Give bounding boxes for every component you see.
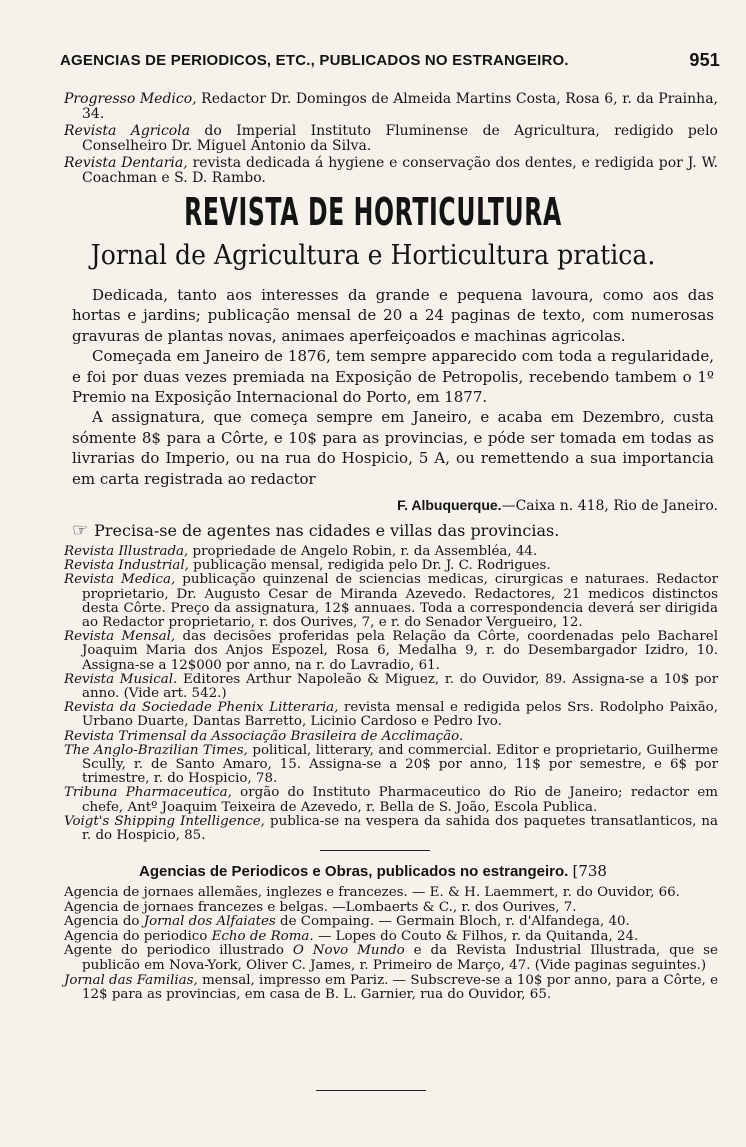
entry-text: Redactor Dr. Domingos de Almeida Martins Costa, Rosa 6, r. da Prainha, 34. (82, 91, 718, 122)
end-divider (316, 1090, 426, 1091)
advert-subtitle: Jornal de Agricultura e Horticultura pratica. (90, 240, 656, 271)
list-item (64, 573, 718, 630)
running-head-title: AGENCIAS DE PERIODICOS, ETC., PUBLICADOS NO ESTRANGEIRO. (60, 52, 569, 69)
running-head (60, 52, 720, 69)
list-item (64, 559, 718, 573)
list-item (64, 744, 718, 787)
list-item-title: Revista Trimensal da Associação Brasileira de Acclimação. (64, 728, 464, 744)
entry-title: Progresso Medico, (64, 91, 197, 107)
top-entries (64, 92, 718, 186)
signature-address: —Caixa n. 418, Rio de Janeiro. (501, 498, 718, 514)
list-item-text: das decisões proferidas pela Relação da Côrte, coordenadas pelo Bacharel Joaquim Maria dos Anjos Espozel, Rosa 6, Medalha 9, r. do Desembargador Izidro, 10. Assigna-se a 12$000 por anno, na r. do Lavradio, 61. (82, 629, 718, 673)
list-item-title: Voigt's Shipping Intelligence, (64, 813, 265, 829)
advert-title: REVISTA DE HORTICULTURA (184, 190, 562, 234)
list-item-title: Revista da Sociedade Phenix Litteraria, (64, 700, 339, 716)
list-item-title: Revista Musical. (64, 671, 178, 687)
pointing-hand-icon: ☞ (72, 520, 89, 541)
entry-text: do Imperial Instituto Fluminense de Agricultura, redigido pelo Conselheiro Dr. Miguel Antonio da Silva. (82, 123, 718, 154)
advert-paragraph: Começada em Janeiro de 1876, tem sempre apparecido com toda a regularidade, e foi por duas vezes premiada na Exposição de Petropolis, recebendo tambem o 1º Premio na Exposição Internacional do Porto, em 1877. (72, 347, 714, 407)
section-heading (0, 862, 746, 880)
advert-notice (72, 520, 718, 541)
advert-paragraph: A assignatura, que começa sempre em Janeiro, e acaba em Dezembro, custa sómente 8$ para a Côrte, e 10$ para as provincias, e póde ser tomada em todas as livrarias do Imperio, ou na rua do Hospicio, 5 A, ou remettendo a sua importancia em carta registrada ao redactor (72, 408, 714, 488)
list-item (64, 630, 718, 673)
agency-item (64, 930, 718, 945)
agency-item (64, 915, 718, 930)
notice-text: Precisa-se de agentes nas cidades e villas das provincias. (94, 521, 560, 540)
periodical-list (64, 545, 718, 843)
list-item-title: Revista Industrial, (64, 558, 189, 574)
agency-text: e da Revista Industrial Illustrada, que se publicão em Nova-York, Oliver C. James, r. Primeiro de Março, 47. (Vide paginas seguintes.) (82, 943, 718, 973)
list-item-text: publicação mensal, redigida pelo Dr. J. C. Rodrigues. (188, 558, 551, 574)
agency-text: Agencia de jornaes francezes e belgas. —Lombaerts & C., r. dos Ourives, 7. (64, 899, 577, 915)
entry-revista-dentaria (64, 156, 718, 186)
agency-item (64, 944, 718, 973)
signature-name: F. Albuquerque. (397, 497, 502, 513)
list-item-text: Editores Arthur Napoleão & Miguez, r. do Ouvidor, 89. Assigna-se a 10$ por anno. (Vide art. 542.) (82, 671, 718, 702)
list-item (64, 545, 718, 559)
list-item (64, 815, 718, 843)
list-item (64, 673, 718, 701)
entry-progresso-medico (64, 92, 718, 122)
agency-item (64, 886, 718, 901)
entry-title: Revista Agricola (64, 123, 191, 139)
advert-signature (310, 497, 718, 514)
advert-paragraph: Dedicada, tanto aos interesses da grande e pequena lavoura, como aos das hortas e jardins; publicação mensal de 20 a 24 paginas de texto, com numerosas gravuras de plantas novas, animaes aperfeiçoados e machinas agricolas. (72, 286, 714, 345)
agency-item (64, 974, 718, 1003)
agency-text: — Lopes do Couto & Filhos, r. da Quitanda, 24. (313, 928, 639, 944)
list-item-text: publica-se na vespera da sahida dos paquetes transatlanticos, na r. do Hospicio, 85. (82, 813, 719, 844)
agency-periodical: Echo de Roma. (211, 928, 314, 944)
list-item-title: The Anglo-Brazilian Times, (64, 742, 248, 758)
agency-text: Agencia de jornaes allemães, inglezes e francezes. — E. & H. Laemmert, r. do Ouvidor, 66. (64, 885, 680, 900)
agency-text: Agente do periodico illustrado (64, 943, 293, 959)
list-item-title: Tribuna Pharmaceutica, (64, 785, 232, 801)
list-item-title: Revista Mensal, (64, 629, 176, 645)
list-item-text: publicação quinzenal de sciencias medicas, cirurgicas e naturaes. Redactor proprietario, Dr. Augusto Cesar de Miranda Azevedo. Redactores, 21 medicos distinctos desta Côrte. Preço da assignatura, 12$ annuaes. Toda a correspondencia deverá ser dirigida ao Redactor proprietario, r. dos Ourives, 7, e r. do Senador Vergueiro, 12. (82, 572, 719, 631)
agency-text: Agencia do (64, 914, 144, 930)
list-item (64, 701, 718, 729)
agency-item (64, 901, 718, 916)
list-item-text: orgão do Instituto Pharmaceutico do Rio de Janeiro; redactor em chefe, Antº Joaquim Teixeira de Azevedo, r. Bella de S. João, Escola Publica. (82, 785, 718, 815)
list-item-text: political, litterary, and commercial. Editor e proprietario, Guilherme Scully, r. de Santo Amaro, 15. Assigna-se a 20$ por anno, 11$ por semestre, e 6$ por trimestre, r. do Hospicio, 78. (82, 742, 718, 787)
agency-periodical: Jornal das Familias, (64, 972, 198, 988)
agency-periodical: Jornal dos Alfaiates (143, 914, 276, 930)
agency-periodical: O Novo Mundo (292, 943, 405, 959)
advert-body (72, 285, 714, 489)
agency-list (64, 886, 718, 1003)
agency-text: de Compaing. — Germain Bloch, r. d'Alfandega, 40. (275, 914, 630, 930)
agency-text: mensal, impresso em Pariz. — Subscreve-se a 10$ por anno, para a Côrte, e 12$ para as provincias, em casa de B. L. Garnier, rua do Ouvidor, 65. (82, 972, 718, 1003)
entry-text: revista dedicada á hygiene e conservação dos dentes, e redigida por J. W. Coachman e S. D. Rambo. (82, 155, 718, 186)
list-item-text: revista mensal e redigida pelos Srs. Rodolpho Paixão, Urbano Duarte, Dantas Barretto, Licinio Cardoso e Pedro Ivo. (82, 700, 718, 730)
list-item (64, 786, 718, 814)
list-item-text: propriedade de Angelo Robin, r. da Assembléa, 44. (188, 544, 538, 559)
list-item (64, 730, 718, 744)
section-number: [738 (572, 862, 607, 880)
section-title: Agencias de Periodicos e Obras, publicados no estrangeiro. (139, 863, 569, 880)
page-number: 951 (689, 50, 720, 70)
entry-revista-agricola (64, 124, 718, 154)
section-divider (320, 850, 430, 851)
list-item-title: Revista Medica, (64, 572, 176, 588)
list-item-title: Revista Illustrada, (64, 544, 189, 559)
agency-text: Agencia do periodico (64, 928, 212, 944)
entry-title: Revista Dentaria, (64, 155, 188, 171)
